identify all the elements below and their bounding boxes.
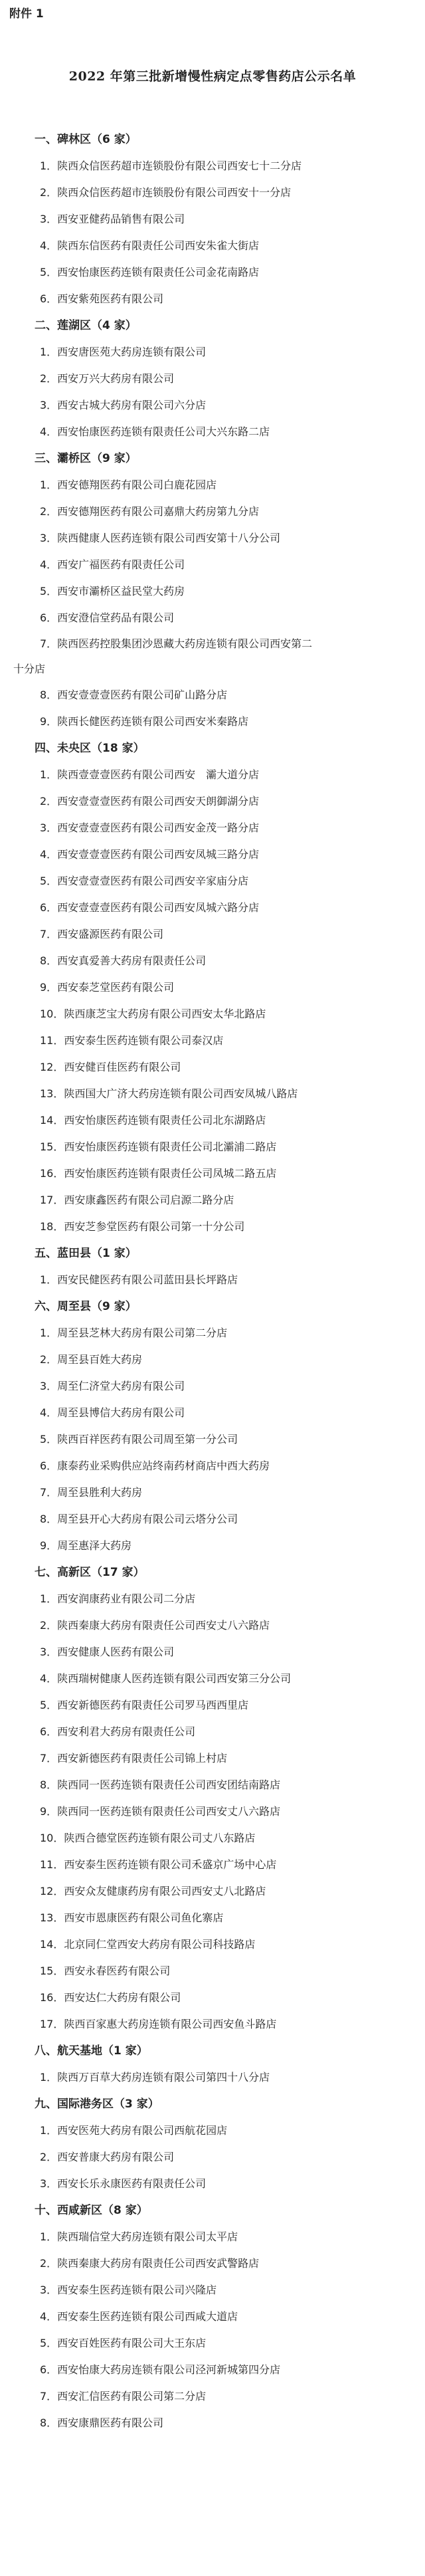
pharmacy-name: 6．西安利君大药房有限责任公司 <box>40 1725 196 1738</box>
pharmacy-name: 13．西安市恩康医药有限公司鱼化寨店 <box>40 1911 224 1924</box>
list-item <box>40 1692 412 1719</box>
pharmacy-name: 5．西安新德医药有限责任公司罗马西西里店 <box>40 1699 249 1711</box>
list-item <box>40 366 412 392</box>
list-item <box>40 1373 412 1400</box>
list-item <box>40 1320 412 1346</box>
list-item <box>40 525 412 552</box>
list-item <box>40 815 412 841</box>
list-item <box>40 1134 412 1160</box>
pharmacy-name: 5．西安百姓医药有限公司大王东店 <box>40 2337 207 2349</box>
list-item <box>40 1426 412 1453</box>
section-heading: 七、高新区（17 家） <box>35 1566 145 1579</box>
pharmacy-name: 9．陕西长健医药连锁有限公司西安米秦路店 <box>40 715 249 728</box>
pharmacy-name: 14．北京同仁堂西安大药房有限公司科技路店 <box>40 1938 256 1951</box>
list-item <box>40 1745 412 1772</box>
list-item <box>40 682 412 708</box>
list-item <box>40 2330 412 2357</box>
list-item <box>40 2277 412 2304</box>
pharmacy-list <box>0 126 425 2436</box>
list-item <box>40 1825 412 1852</box>
list-item <box>40 1027 412 1054</box>
list-item <box>40 153 412 179</box>
pharmacy-name: 18．西安芝参堂医药有限公司第一十分公司 <box>40 1220 245 1233</box>
pharmacy-name: 1．陕西众信医药超市连锁股份有限公司西安七十二分店 <box>40 160 302 172</box>
list-item <box>40 868 412 895</box>
list-item <box>40 1160 412 1187</box>
list-item <box>40 1506 412 1533</box>
pharmacy-name: 2．西安壹壹壹医药有限公司西安天朗御湖分店 <box>40 795 260 807</box>
section-heading: 九、国际港务区（3 家） <box>35 2097 159 2111</box>
pharmacy-name: 3．西安亚健药品销售有限公司 <box>40 213 185 225</box>
pharmacy-name: 4．陕西瑞树健康人医药连锁有限公司西安第三分公司 <box>40 1672 292 1685</box>
section-heading: 八、航天基地（1 家） <box>35 2044 148 2058</box>
list-item <box>40 2383 412 2410</box>
list-item <box>40 2064 412 2091</box>
section-heading: 五、蓝田县（1 家） <box>35 1247 137 1260</box>
pharmacy-name: 7．陕西医药控股集团沙恩藏大药房连锁有限公司西安第二 <box>40 637 313 650</box>
list-item <box>40 2410 412 2436</box>
pharmacy-name: 2．陕西众信医药超市连锁股份有限公司西安十一分店 <box>40 186 292 199</box>
pharmacy-name: 17．西安康鑫医药有限公司启源二路分店 <box>40 1194 234 1206</box>
pharmacy-name: 6．西安壹壹壹医药有限公司西安凤城六路分店 <box>40 901 260 914</box>
list-item <box>40 1612 412 1639</box>
pharmacy-name: 1．陕西瑞信堂大药房连锁有限公司太平店 <box>40 2230 238 2243</box>
pharmacy-name: 7．西安汇信医药有限公司第二分店 <box>40 2390 207 2403</box>
pharmacy-name: 9．周至惠泽大药房 <box>40 1539 132 1552</box>
list-item <box>40 552 412 578</box>
pharmacy-name: 3．西安长乐永康医药有限责任公司 <box>40 2177 207 2190</box>
wrap-continuation: 十分店 <box>13 663 46 675</box>
list-item <box>40 1985 412 2011</box>
list-item <box>40 1479 412 1506</box>
pharmacy-name: 6．西安紫苑医药有限公司 <box>40 292 164 305</box>
section-heading: 十、西咸新区（8 家） <box>35 2204 148 2217</box>
list-item <box>40 1931 412 1958</box>
list-item <box>40 1400 412 1426</box>
list-item <box>40 605 412 631</box>
list-item <box>40 895 412 921</box>
list-item <box>40 788 412 815</box>
pharmacy-name: 6．西安澄信堂药品有限公司 <box>40 611 175 624</box>
pharmacy-name: 4．西安广福医药有限责任公司 <box>40 558 185 571</box>
section-heading: 三、灞桥区（9 家） <box>35 452 137 465</box>
list-item <box>40 1081 412 1107</box>
pharmacy-name: 16．西安怡康医药连锁有限责任公司凤城二路五店 <box>40 1167 277 1180</box>
list-item <box>40 1639 412 1665</box>
pharmacy-name: 3．西安壹壹壹医药有限公司西安金茂一路分店 <box>40 821 260 834</box>
pharmacy-name: 8．西安壹壹壹医药有限公司矿山路分店 <box>40 689 228 701</box>
pharmacy-name: 12．西安众友健康药房有限公司西安丈八北路店 <box>40 1885 266 1897</box>
list-item <box>40 1719 412 1745</box>
pharmacy-name: 2．西安万兴大药房有限公司 <box>40 372 175 385</box>
section-heading: 四、未央区（18 家） <box>35 742 145 755</box>
pharmacy-name: 11．西安泰生医药连锁有限公司禾盛京广场中心店 <box>40 1858 277 1871</box>
list-item <box>40 286 412 312</box>
pharmacy-name: 4．周至县博信大药房有限公司 <box>40 1406 185 1419</box>
list-item <box>40 339 412 366</box>
list-item <box>40 1453 412 1479</box>
pharmacy-name: 8．西安真爱善大药房有限责任公司 <box>40 954 207 967</box>
pharmacy-name: 7．周至县胜利大药房 <box>40 1486 143 1499</box>
pharmacy-name: 5．西安壹壹壹医药有限公司西安辛家庙分店 <box>40 875 249 887</box>
list-item <box>40 472 412 498</box>
pharmacy-name: 10．陕西康芝宝大药房有限公司西安太华北路店 <box>40 1008 266 1020</box>
pharmacy-name: 1．周至县芝林大药房有限公司第二分店 <box>40 1327 228 1339</box>
list-item <box>40 2144 412 2171</box>
pharmacy-name: 8．陕西同一医药连锁有限责任公司西安团结南路店 <box>40 1778 281 1791</box>
list-item <box>40 419 412 445</box>
pharmacy-name: 6．康泰药业采购供应站终南药材商店中西大药房 <box>40 1459 270 1472</box>
pharmacy-name: 12．西安健百佳医药有限公司 <box>40 1061 181 1073</box>
pharmacy-name: 1．西安唐医苑大药房连锁有限公司 <box>40 346 207 358</box>
list-item <box>40 2304 412 2330</box>
list-item <box>40 206 412 233</box>
list-item <box>40 2011 412 2038</box>
pharmacy-name: 5．西安市灞桥区益民堂大药房 <box>40 585 185 597</box>
list-item <box>40 1107 412 1134</box>
pharmacy-name: 1．西安医苑大药房有限公司西航花园店 <box>40 2124 228 2137</box>
pharmacy-name: 8．周至县开心大药房有限公司云塔分公司 <box>40 1513 238 1525</box>
list-item <box>40 233 412 259</box>
list-item <box>40 1214 412 1240</box>
pharmacy-name: 6．西安怡康大药房连锁有限公司泾河新城第四分店 <box>40 2363 281 2376</box>
section-heading: 一、碑林区（6 家） <box>35 133 137 146</box>
pharmacy-name: 8．西安康鼎医药有限公司 <box>40 2416 164 2429</box>
list-item <box>40 1772 412 1798</box>
pharmacy-name: 2．陕西秦康大药房有限责任公司西安武警路店 <box>40 2257 260 2270</box>
pharmacy-name: 15．西安怡康医药连锁有限责任公司北灞浦二路店 <box>40 1140 277 1153</box>
pharmacy-name: 17．陕西百家惠大药房连锁有限公司西安鱼斗路店 <box>40 2018 277 2030</box>
list-item <box>40 1001 412 1027</box>
pharmacy-name: 1．西安德翔医药有限公司白鹿花园店 <box>40 479 217 491</box>
pharmacy-name: 3．西安古城大药房有限公司六分店 <box>40 399 207 411</box>
pharmacy-name: 2．西安普康大药房有限公司 <box>40 2151 175 2163</box>
list-item <box>40 1267 412 1293</box>
pharmacy-name: 15．西安永春医药有限公司 <box>40 1965 171 1977</box>
list-item <box>40 762 412 788</box>
list-item <box>40 1187 412 1214</box>
pharmacy-name: 4．西安泰生医药连锁有限公司西咸大道店 <box>40 2310 238 2323</box>
pharmacy-name: 2．陕西秦康大药房有限责任公司西安丈八六路店 <box>40 1619 270 1632</box>
pharmacy-name: 4．西安怡康医药连锁有限责任公司大兴东路二店 <box>40 425 270 438</box>
list-item <box>40 974 412 1001</box>
pharmacy-name: 9．西安泰芝堂医药有限公司 <box>40 981 175 994</box>
pharmacy-name: 1．陕西壹壹壹医药有限公司西安 灞大道分店 <box>40 768 260 781</box>
pharmacy-name: 1．西安润康药业有限公司二分店 <box>40 1592 196 1605</box>
pharmacy-name: 9．陕西同一医药连锁有限责任公司西安丈八六路店 <box>40 1805 281 1818</box>
list-item <box>40 2171 412 2197</box>
pharmacy-name: 5．西安怡康医药连锁有限责任公司金花南路店 <box>40 266 260 278</box>
list-item <box>40 1586 412 1612</box>
list-item <box>40 1878 412 1905</box>
list-item <box>40 498 412 525</box>
pharmacy-name: 3．西安泰生医药连锁有限公司兴隆店 <box>40 2284 217 2296</box>
list-item <box>40 708 412 735</box>
pharmacy-name: 2．西安德翔医药有限公司嘉鼎大药房第九分店 <box>40 505 260 518</box>
pharmacy-name: 3．西安健康人医药有限公司 <box>40 1646 175 1658</box>
pharmacy-name: 1．西安民健医药有限公司蓝田县长坪路店 <box>40 1273 238 1286</box>
list-item <box>40 2224 412 2250</box>
pharmacy-name: 10．陕西合德堂医药连锁有限公司丈八东路店 <box>40 1832 256 1844</box>
list-item <box>13 631 412 682</box>
pharmacy-name: 7．西安盛源医药有限公司 <box>40 928 164 940</box>
list-item <box>40 259 412 286</box>
section-heading: 二、莲湖区（4 家） <box>35 319 137 332</box>
list-item <box>40 1852 412 1878</box>
pharmacy-name: 16．西安达仁大药房有限公司 <box>40 1991 181 2004</box>
list-item <box>40 1346 412 1373</box>
list-item <box>40 1533 412 1559</box>
list-item <box>40 2357 412 2383</box>
pharmacy-name: 3．周至仁济堂大药房有限公司 <box>40 1380 185 1392</box>
page-title: 2022 年第三批新增慢性病定点零售药店公示名单 <box>68 69 357 84</box>
pharmacy-name: 14．西安怡康医药连锁有限责任公司北东湖路店 <box>40 1114 266 1127</box>
list-item <box>40 1665 412 1692</box>
list-item <box>40 948 412 974</box>
list-item <box>40 1958 412 1985</box>
pharmacy-name: 7．西安新德医药有限责任公司锦上村店 <box>40 1752 228 1765</box>
list-item <box>40 841 412 868</box>
list-item <box>40 1905 412 1931</box>
pharmacy-name: 1．陕西万百草大药房连锁有限公司第四十八分店 <box>40 2071 270 2084</box>
list-item <box>40 2250 412 2277</box>
pharmacy-name: 2．周至县百姓大药房 <box>40 1353 143 1366</box>
list-item <box>40 179 412 206</box>
pharmacy-name: 4．陕西东信医药有限责任公司西安朱雀大街店 <box>40 239 260 252</box>
pharmacy-name: 3．陕西健康人医药连锁有限公司西安第十八分公司 <box>40 532 281 544</box>
attachment-label: 附件 1 <box>9 7 44 21</box>
pharmacy-name: 13．陕西国大广济大药房连锁有限公司西安凤城八路店 <box>40 1087 298 1100</box>
list-item <box>40 578 412 605</box>
list-item <box>40 1054 412 1081</box>
section-heading: 六、周至县（9 家） <box>35 1300 137 1313</box>
pharmacy-name: 4．西安壹壹壹医药有限公司西安凤城三路分店 <box>40 848 260 861</box>
list-item <box>40 392 412 419</box>
pharmacy-name: 11．西安泰生医药连锁有限公司泰汉店 <box>40 1034 224 1047</box>
list-item <box>40 2117 412 2144</box>
pharmacy-name: 5．陕西百祥医药有限公司周至第一分公司 <box>40 1433 238 1446</box>
list-item <box>40 1798 412 1825</box>
list-item <box>40 921 412 948</box>
